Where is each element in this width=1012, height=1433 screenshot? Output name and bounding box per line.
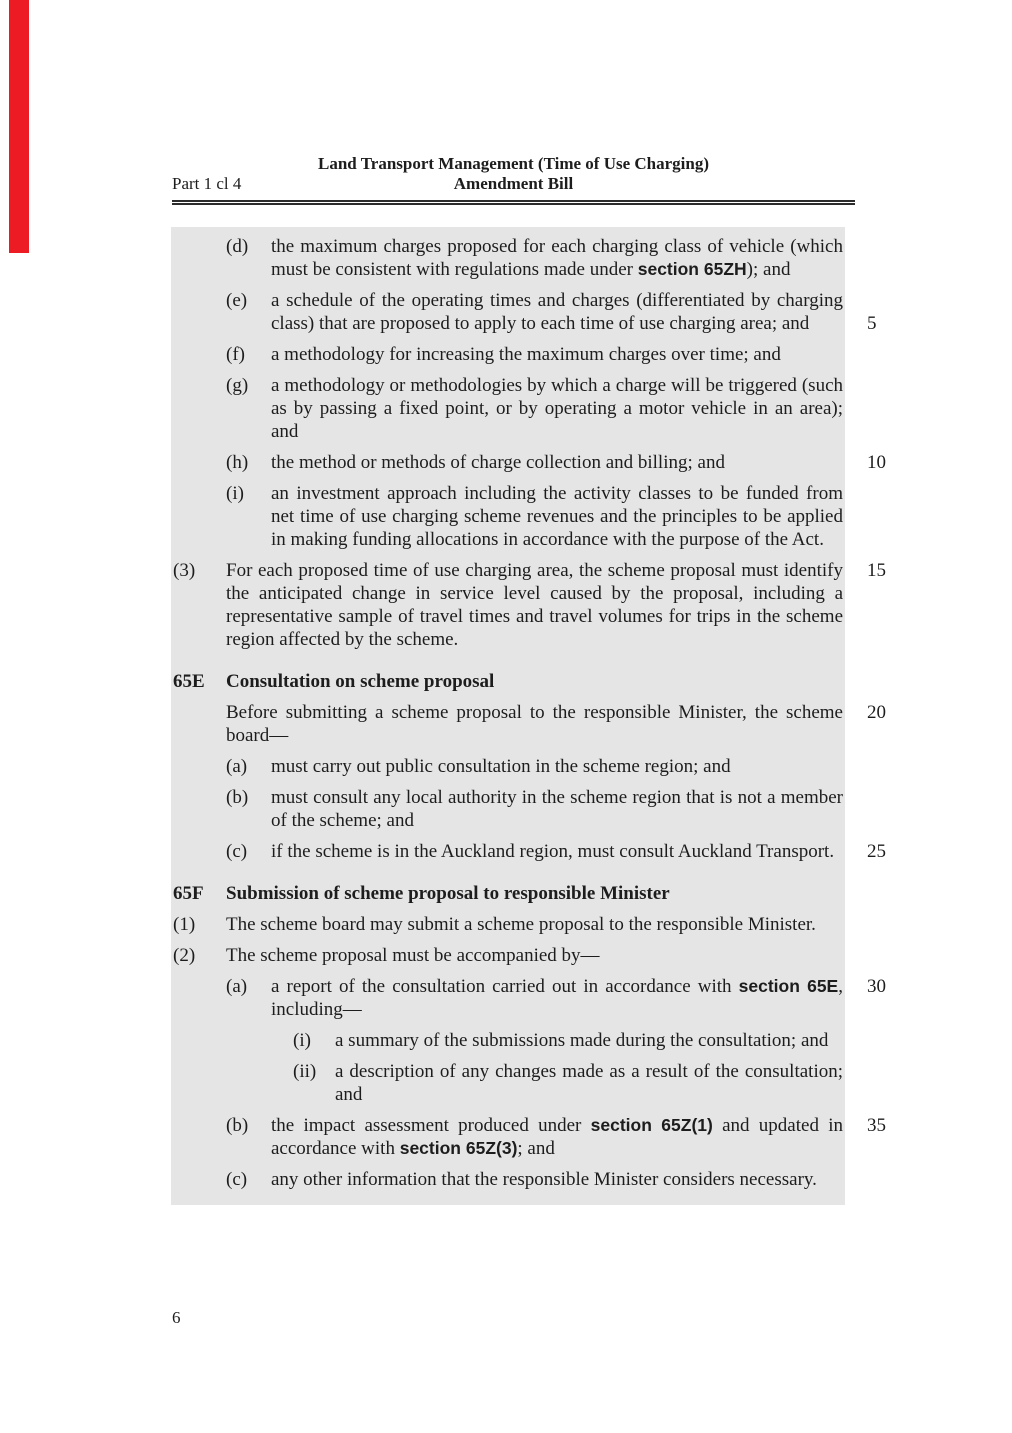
section-heading [173, 670, 843, 693]
header-rule [172, 200, 855, 205]
line-number: 20 [867, 702, 886, 723]
line-number: 25 [867, 841, 886, 862]
clause-text: if the scheme is in the Auckland region, must consult Auckland Transport. [271, 841, 835, 862]
bill-text-block [171, 227, 886, 1205]
clause-item [173, 1114, 886, 1160]
section-reference: section 65E [738, 976, 839, 996]
header-title-line1: Land Transport Management (Time of Use Charging) [318, 154, 709, 173]
line-number: 15 [867, 560, 886, 581]
clause-label: (f) [226, 344, 245, 365]
clause-label: (b) [226, 787, 249, 808]
line-number: 10 [867, 452, 886, 473]
clause-text: a summary of the submissions made during the consultation; and [335, 1030, 829, 1051]
clause-item [173, 1060, 843, 1106]
clause-label: (g) [226, 375, 249, 396]
clause-item [173, 840, 886, 863]
clause-label: (e) [226, 290, 248, 311]
clause-text: a description of any changes made as a result of the consultation; and [335, 1061, 843, 1105]
clause-item [173, 975, 886, 1021]
clause-label: (c) [226, 841, 248, 862]
clause-text: the maximum charges proposed for each charging class of vehicle (which must be consistent with regulations made under section 65ZH); and [271, 236, 843, 280]
clause-item [173, 451, 886, 474]
running-header [172, 154, 855, 205]
clause-item [173, 374, 843, 443]
clause-text: Before submitting a scheme proposal to the responsible Minister, the scheme board— [226, 702, 843, 746]
header-title-line2: Amendment Bill [453, 174, 574, 193]
clause-text: The scheme board may submit a scheme proposal to the responsible Minister. [226, 914, 816, 935]
clause-label: (b) [226, 1115, 249, 1136]
clause-text: the method or methods of charge collection and billing; and [271, 452, 725, 473]
clause-text: a report of the consultation carried out in accordance with section 65E, including— [271, 976, 843, 1020]
clause-item [173, 786, 843, 832]
clause-item [173, 559, 886, 651]
clause-item [173, 482, 843, 551]
clause-text: the impact assessment produced under section 65Z(1) and updated in accordance with section 65Z(3); and [271, 1115, 843, 1159]
clause-item [173, 235, 843, 281]
clause-block [173, 701, 886, 747]
line-number: 35 [867, 1115, 886, 1136]
clause-label: (h) [226, 452, 249, 473]
clause-item [173, 1029, 843, 1052]
clause-label: (i) [226, 483, 244, 504]
header-part-label: Part 1 cl 4 [172, 174, 242, 193]
clause-item [173, 343, 843, 366]
clause-label: (3) [173, 560, 196, 581]
header-row [172, 174, 855, 194]
section-reference: section 65ZH [637, 259, 747, 279]
clause-text: Consultation on scheme proposal [226, 671, 495, 692]
clause-label: 65E [173, 671, 205, 692]
clause-item [173, 913, 843, 936]
section-heading [173, 882, 843, 905]
clause-label: (i) [293, 1030, 311, 1051]
clause-label: (1) [173, 914, 196, 935]
clause-label: 65F [173, 883, 204, 904]
clause-label: (d) [226, 236, 249, 257]
clause-label: (c) [226, 1169, 248, 1190]
clause-label: (a) [226, 756, 248, 777]
clause-label: (a) [226, 976, 248, 997]
clause-item [173, 944, 843, 967]
clause-text: The scheme proposal must be accompanied by— [226, 945, 600, 966]
clause-text: a schedule of the operating times and charges (differentiated by charging class) that are proposed to apply to each time of use charging area; and [271, 290, 843, 334]
line-number: 30 [867, 976, 886, 997]
clause-item [173, 289, 877, 335]
clause-text: Submission of scheme proposal to responsible Minister [226, 883, 670, 904]
clause-text: must carry out public consultation in the scheme region; and [271, 756, 731, 777]
clause-label: (2) [173, 945, 196, 966]
margin-change-marker [9, 0, 29, 253]
line-number: 5 [867, 313, 877, 334]
clause-label: (ii) [293, 1061, 317, 1082]
page-number: 6 [172, 1308, 181, 1327]
clause-text: a methodology or methodologies by which a charge will be triggered (such as by passing a fixed point, or by operating a motor vehicle in an area); and [271, 375, 843, 442]
clause-item [173, 1168, 843, 1191]
clause-item [173, 755, 843, 778]
section-reference: section 65Z(3) [399, 1138, 518, 1158]
clause-text: any other information that the responsible Minister considers necessary. [271, 1169, 817, 1190]
section-reference: section 65Z(1) [590, 1115, 713, 1135]
clause-text: must consult any local authority in the scheme region that is not a member of the scheme; and [271, 787, 843, 831]
clause-text: For each proposed time of use charging area, the scheme proposal must identify the anticipated change in service level caused by the proposal, including a representative sample of travel times and travel volumes for trips in the scheme region affected by the scheme. [226, 560, 843, 650]
clause-text: an investment approach including the activity classes to be funded from net time of use charging scheme revenues and the principles to be applied in making funding allocations in accordance with the purpose of the Act. [271, 483, 843, 550]
clause-text: a methodology for increasing the maximum charges over time; and [271, 344, 781, 365]
